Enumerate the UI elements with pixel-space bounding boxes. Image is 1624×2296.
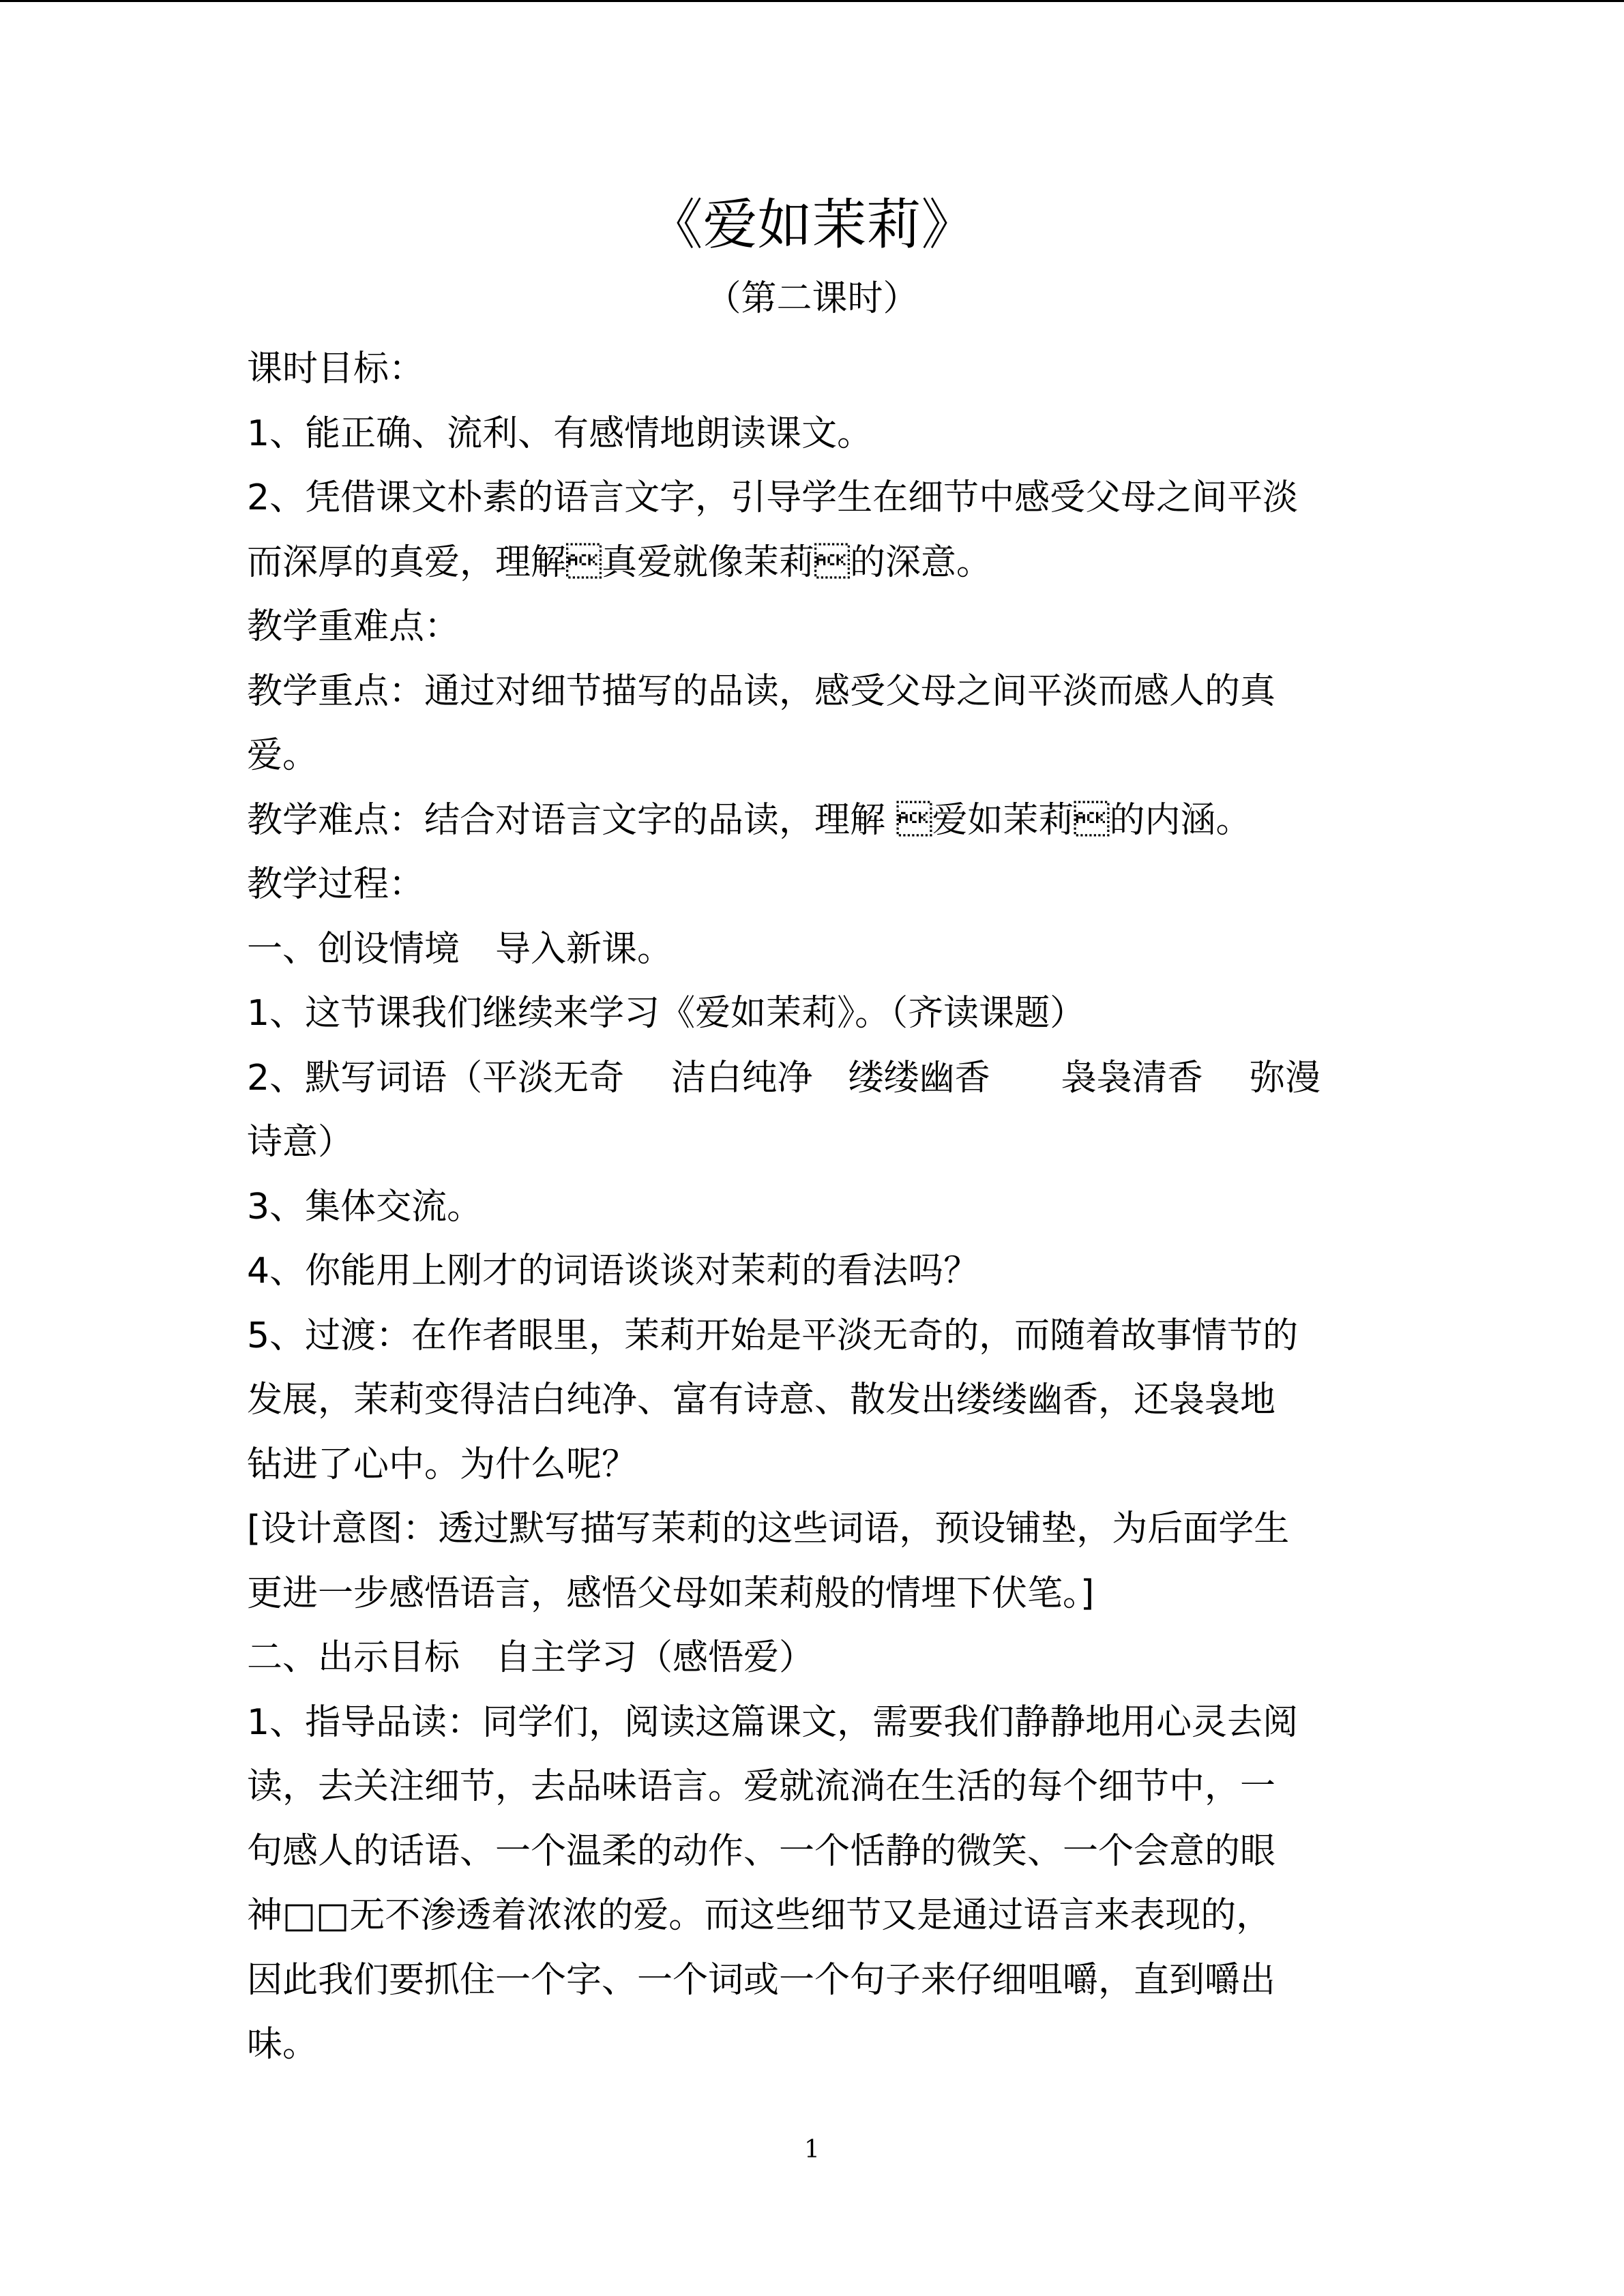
text-line: 神□□无不渗透着浓浓的爱。而这些细节又是通过语言来表现的， [247,1895,1272,1936]
text-line: 课时目标： [247,348,425,389]
text-line: 味。 [247,2024,319,2065]
text-line: 1、能正确、流利、有感情地朗读课文。 [247,413,873,454]
text-line: 因此我们要抓住一个字、一个词或一个句子来仔细咀嚼，直到嚼出 [247,1959,1276,2001]
text-line: 发展，茉莉变得洁白纯净、富有诗意、散发出缕缕幽香，还袅袅地 [247,1380,1276,1420]
text-line: 句感人的话语、一个温柔的动作、一个恬静的微笑、一个会意的眼 [247,1830,1276,1872]
text-line: 教学重难点： [247,606,460,647]
text-line: 一、创设情境 导入新课。 [247,928,673,970]
lesson-period-subtitle: （第二课时） [705,278,919,319]
text-line: 二、出示目标 自主学习（感悟爱） [247,1637,815,1678]
text-line: 教学难点：结合对语言文字的品读，理解 爱如茉莉的内涵。 [247,799,1252,841]
text-line: 教学过程： [247,864,425,905]
text-line: 教学重点：通过对细节描写的品读，感受父母之间平淡而感人的真 [247,670,1276,712]
text-line: 而深厚的真爱，理解真爱就像茉莉的深意。 [247,541,992,583]
document-title: 《爱如茉莉》 [648,193,976,256]
text-line: 2、默写词语（平淡无奇 洁白纯净 缕缕幽香 袅袅清香 弥漫 [247,1057,1321,1099]
text-line: [设计意图：透过默写描写茉莉的这些词语，预设铺垫，为后面学生 [247,1508,1290,1549]
text-line: 4、你能用上刚才的词语谈谈对茉莉的看法吗？ [247,1251,979,1292]
text-line: 更进一步感悟语言，感悟父母如茉莉般的情埋下伏笔。] [247,1572,1095,1614]
text-line: 读，去关注细节，去品味语言。爱就流淌在生活的每个细节中，一 [247,1766,1276,1807]
text-line: 诗意） [247,1122,354,1163]
text-line: 爱。 [247,735,319,776]
text-line: 5、过渡：在作者眼里，茉莉开始是平淡无奇的，而随着故事情节的 [247,1315,1299,1356]
page-number: 1 [804,2136,820,2164]
text-line: 1、指导品读：同学们，阅读这篇课文，需要我们静静地用心灵去阅 [247,1701,1299,1743]
text-line: 3、集体交流。 [247,1186,483,1227]
document-body [247,337,1379,2077]
text-line: 钻进了心中。为什么呢？ [247,1444,638,1485]
text-line: 2、凭借课文朴素的语言文字，引导学生在细节中感受父母之间平淡 [247,477,1299,518]
top-border-line [0,0,1624,2]
text-line: 1、这节课我们继续来学习《爱如茉莉》。（齐读课题） [247,993,1086,1034]
